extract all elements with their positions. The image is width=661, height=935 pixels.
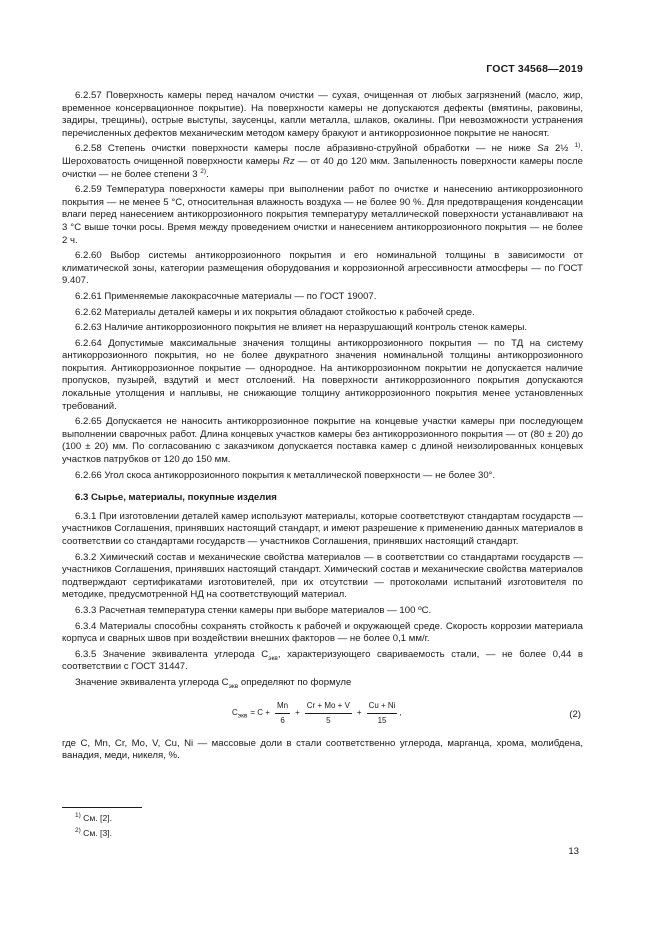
formula-intro: Значение эквивалента углерода $С_{экв}$ определяют по формуле [75,676,352,690]
clause-6-3-2: 6.3.2 Химический состав и механические свойства материалов — в соответствии со стандартами государств — участников Соглашения, принявших настоящий стандарт. Химический состав и механические свойства материалов подтверждают сертификатами изготовителей, при их отсутствии — протоколами испытаний изготовителя по методике, предусмотренной НД на соответствующий материал. [62,551,583,601]
footnote-divider [62,807,142,808]
clause-6-3-5: 6.3.5 Значение эквивалента углерода $С_{экв}$, характеризующего свариваемость стали, — не более 0,44 в соответствии с ГОСТ 31447. [62,648,583,673]
clause-6-2-58: 6.2.58 Степень очистки поверхности камеры после абразивно-струйной обработки — не ниже Sa 2½ $^{1)}$. Шероховатость очищенной поверхности камеры Rz — от 40 до 120 мкм. Запыленность поверхности камеры после очистки — не более степени 3 $^{2)}$. [62,142,584,180]
clause-6-3-4: 6.3.4 Материалы способны сохранять стойкость к рабочей и окружающей среде. Скорость коррозии материала корпуса и сварных швов при воздействии внешних факторов — не более 0,1 мм/г. [62,620,583,645]
formula-lhs: $С_{экв}$ [232,708,248,720]
clause-6-2-65: 6.2.65 Допускается не наносить антикоррозионное покрытие на концевые участки камеры при последующем выполнении сварочных работ. Длина концевых участков камеры без антикоррозионного покрытия — от (80 ± 20) до (100 ± 20) мм. По согласованию с заказчиком допускается поставка камер с длиной неизолированных концевых участков патрубков от 120 до 150 мм. [62,416,583,466]
formula-number: (2) [569,708,581,720]
standard-header: ГОСТ 34568—2019 [486,63,583,75]
clause-6-2-61: 6.2.61 Применяемые лакокрасочные материалы — по ГОСТ 19007. [75,290,377,302]
clause-6-2-64: 6.2.64 Допустимые максимальные значения толщины антикоррозионного покрытия — по ТД на систему антикоррозионного покрытия, но не более двукратного значения номинальной толщины антикоррозионного покрытия. Антикоррозионное покрытие — однородное. На антикоррозионном покрытии не допускается наличие пропусков, пузырей, вздутий и мест отслоений. На поверхности антикоррозионного покрытия допускаются локальные утолщения и наплывы, не снижающие толщину антикоррозионного покрытия менее установленных требований. [62,337,583,412]
clause-6-2-59: 6.2.59 Температура поверхности камеры при выполнении работ по очистке и нанесению антикоррозионного покрытия — не менее 5 °С, относительная влажность воздуха — не более 90 %. Для предотвращения конденсации влаги перед нанесением антикоррозионного покрытия температуру металлической поверхности устанавливают на 3 °С выше точки росы. Время между проведением очистки и нанесением антикоррозионного покрытия — не более 2 ч. [62,184,583,246]
carbon-equivalent-formula: $С_{экв}$ = С + $\frac{Mn}{6}$ + $\frac{Cr + Mo + V}{5}$ + $\frac{Cu + Ni}{15}$ , (2) [62,696,583,734]
page-number: 13 [568,846,579,857]
clause-6-2-57: 6.2.57 Поверхность камеры перед началом очистки — сухая, очищенная от любых загрязнений (масло, жир, временное консервационное покрытие). На поверхности камеры не допускаются дефекты (вмятины, раковины, задиры, трещины), острые выступы, заусенцы, капли металла, шлаков, окалины. При невозможности устранения перечисленных дефектов механическим методом камеру бракуют и антикоррозионное покрытие не наносят. [62,90,583,139]
clause-6-2-63: 6.2.63 Наличие антикоррозионного покрытия не влияет на неразрушающий контроль стенок камеры. [75,322,528,334]
clause-6-3-3: 6.3.3 Расчетная температура стенки камеры при выборе материалов — 100 ºС. [75,604,432,616]
formula-term-cuni: $\frac{Cu + Ni}{15}$ [368,700,396,726]
footnote-2: $^{2)}$ См. [3]. [75,827,113,838]
section-title: 6.3 Сырье, материалы, покупные изделия [75,492,277,504]
clause-6-2-62: 6.2.62 Материалы деталей камеры и их покрытия обладают стойкостью к рабочей среде. [75,306,475,318]
clause-6-2-60: 6.2.60 Выбор системы антикоррозионного покрытия и его номинальной толщины в зависимости от климатической зоны, категории размещения оборудования и коррозионной агрессивности атмосферы — по ГОСТ 9.407. [62,250,583,287]
clause-6-2-66: 6.2.66 Угол скоса антикоррозионного покрытия к металлической поверхности — не более 30°. [75,469,496,481]
clause-6-3-1: 6.3.1 При изготовлении деталей камер используют материалы, которые соответствуют стандартам государств — участников Соглашения, принявших настоящий стандарт, и имеют разрешение к применению данных материалов в соответствии со стандартами государств — участников Соглашения, принявших настоящий стандарт. [62,510,583,547]
formula-explanation: где С, Mn, Cr, Mo, V, Cu, Ni — массовые доли в стали соответственно углерода, марганца, хрома, молибдена, ванадия, меди, никеля, %. [62,737,583,762]
formula-term-mn: $\frac{Mn}{6}$ [276,700,289,726]
document-body [62,90,583,763]
formula-term-crmov: $\frac{Cr + Mo + V}{5}$ [306,700,350,726]
footnote-1: $^{1)}$ См. [2]. [75,812,113,823]
